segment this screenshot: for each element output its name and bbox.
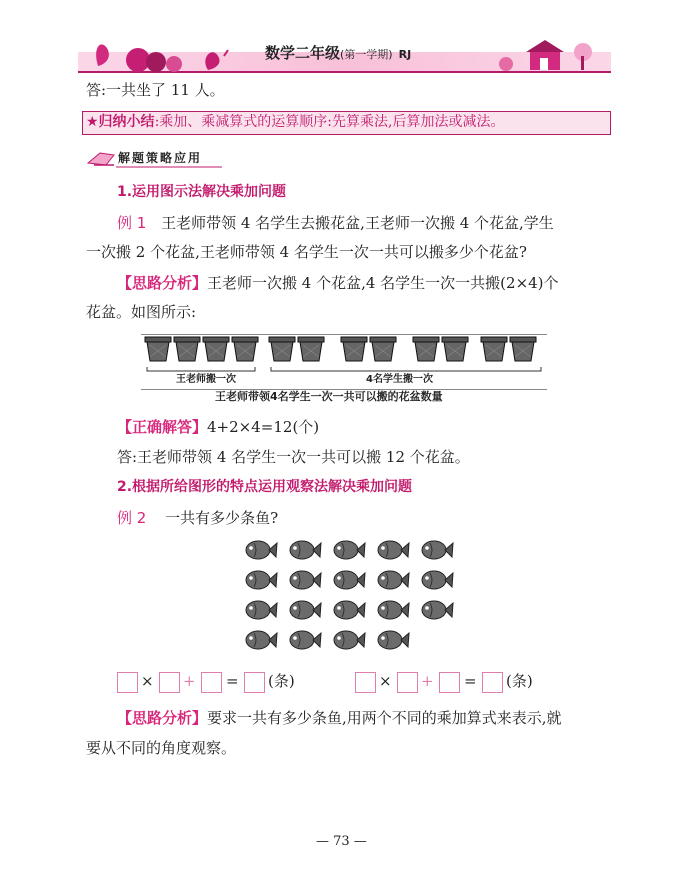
answer-box[interactable] xyxy=(397,672,418,693)
answer-box[interactable] xyxy=(201,672,222,693)
flowerpot-icon xyxy=(341,337,367,361)
answer-box[interactable] xyxy=(244,672,265,693)
fish-icon xyxy=(422,601,453,619)
flowerpot-icon xyxy=(442,337,468,361)
analysis1-line2: 花盆。如图所示: xyxy=(86,303,197,321)
answer-box[interactable] xyxy=(482,672,503,693)
answer-box[interactable] xyxy=(159,672,180,693)
flowerpot-icon xyxy=(203,337,229,361)
flowerpot-icon xyxy=(481,337,507,361)
page-number: — 73 — xyxy=(316,834,367,849)
fish-icon xyxy=(290,601,321,619)
analysis2-line2: 要从不同的角度观察。 xyxy=(86,739,237,757)
solution1-label: 【正确解答】 xyxy=(117,418,208,436)
part1-heading: 1.运用图示法解决乘加问题 xyxy=(117,184,287,200)
analysis1-text1: 王老师一次搬 4 个花盆,4 名学生一次一共搬(2×4)个 xyxy=(207,274,559,292)
label-teacher: 王老师搬一次 xyxy=(176,374,236,385)
fish-icon xyxy=(334,541,365,559)
part2-heading: 2.根据所给图形的特点运用观察法解决乘加问题 xyxy=(117,479,413,495)
fish-icon xyxy=(290,571,321,589)
fish-icon xyxy=(378,631,409,649)
example1-line2: 一次搬 2 个花盆,王老师带领 4 名学生一次一共可以搬多少个花盆? xyxy=(86,243,527,261)
book-title: 数学二年级 xyxy=(265,44,341,62)
flowerpot-icon xyxy=(413,337,439,361)
fish-icon xyxy=(334,631,365,649)
summary-label: ★归纳小结 xyxy=(86,114,155,130)
answer-box[interactable] xyxy=(117,672,138,693)
fish-icon xyxy=(334,601,365,619)
header-title xyxy=(265,42,411,63)
flowerpot-icon xyxy=(370,337,396,361)
section-label: 解题策略应用 xyxy=(118,151,203,165)
solution1-answer: 答:王老师带领 4 名学生一次一共可以搬 12 个花盆。 xyxy=(117,448,470,466)
plus-sign: + xyxy=(421,672,434,690)
figure-caption: 王老师带领4名学生一次一共可以搬的花盆数量 xyxy=(215,390,443,403)
summary-body: :乘加、乘减算式的运算顺序:先算乘法,后算加法或减法。 xyxy=(154,114,505,130)
fish-icon xyxy=(290,631,321,649)
solution1-line xyxy=(117,416,319,438)
term-label: (第一学期) xyxy=(340,48,393,61)
flowerpot-icon xyxy=(174,337,200,361)
answer-top: 答:一共坐了 11 人。 xyxy=(86,81,225,99)
fish-icon xyxy=(422,541,453,559)
example1-text1: 王老师带领 4 名学生去搬花盆,王老师一次搬 4 个花盆,学生 xyxy=(161,214,554,232)
unit-label: (条) xyxy=(268,672,295,690)
summary-text xyxy=(86,111,504,133)
fish-icon xyxy=(378,541,409,559)
times-sign: × xyxy=(379,672,392,690)
fish-icon xyxy=(246,571,277,589)
analysis1-line1 xyxy=(117,272,559,294)
flowerpot-icon xyxy=(510,337,536,361)
solution1-expr: 4+2×4=12(个) xyxy=(207,418,320,436)
fish-icon xyxy=(378,601,409,619)
plus-sign: + xyxy=(183,672,196,690)
example2-question: 一共有多少条鱼? xyxy=(165,509,279,527)
flowerpot-icon xyxy=(145,337,171,361)
answer-box[interactable] xyxy=(439,672,460,693)
fish-grid xyxy=(238,536,458,656)
flowerpot-icon xyxy=(232,337,258,361)
fish-icon xyxy=(334,571,365,589)
equals-sign: = xyxy=(226,672,239,690)
edition-label: RJ xyxy=(398,48,412,61)
label-students: 4名学生搬一次 xyxy=(366,374,433,385)
unit-label: (条) xyxy=(506,672,533,690)
flowerpot-icon xyxy=(298,337,324,361)
fish-icon xyxy=(290,541,321,559)
fish-icon xyxy=(246,541,277,559)
fish-icon xyxy=(378,571,409,589)
example2-label: 例 2 xyxy=(117,509,147,527)
fish-icon xyxy=(422,571,453,589)
analysis1-label: 【思路分析】 xyxy=(117,274,208,292)
fish-icon xyxy=(246,631,277,649)
example2-line xyxy=(117,507,278,529)
example1-line1 xyxy=(117,212,554,234)
equals-sign: = xyxy=(464,672,477,690)
answer-box[interactable] xyxy=(355,672,376,693)
analysis2-text1: 要求一共有多少条鱼,用两个不同的乘加算式来表示,就 xyxy=(207,709,562,727)
example1-label: 例 1 xyxy=(117,214,147,232)
times-sign: × xyxy=(141,672,154,690)
analysis2-label: 【思路分析】 xyxy=(117,709,208,727)
flowerpot-icon xyxy=(269,337,295,361)
fish-icon xyxy=(246,601,277,619)
analysis2-line1 xyxy=(117,707,562,729)
